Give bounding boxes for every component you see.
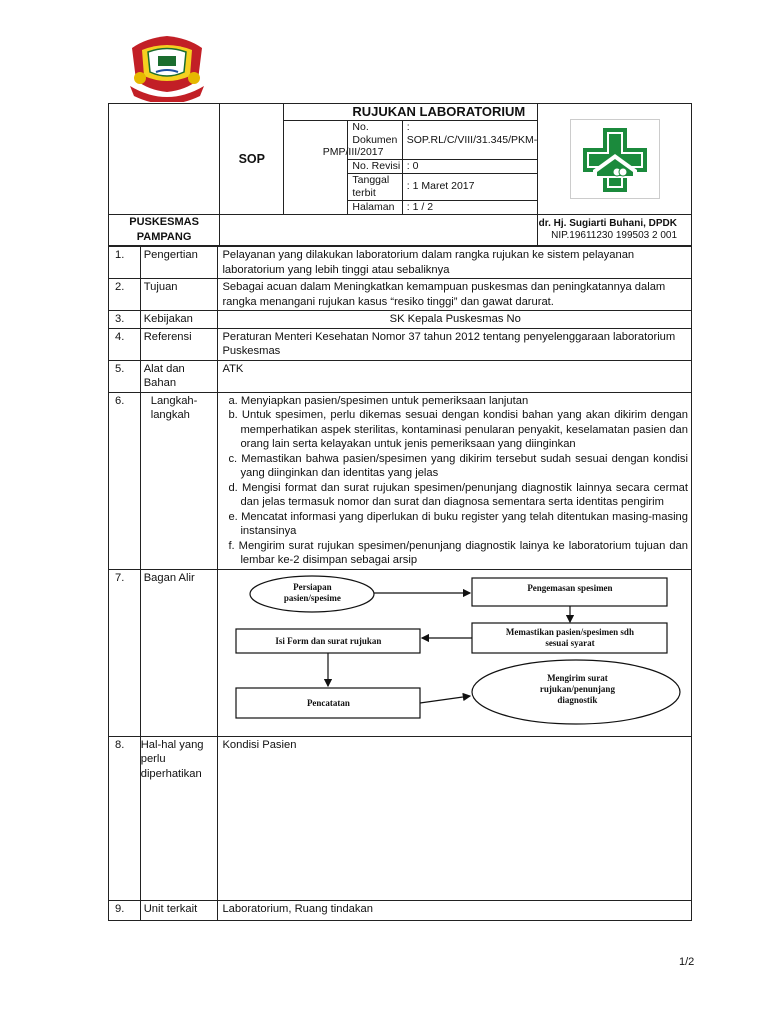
row-label: Pengertian (140, 247, 218, 279)
signer-cell (538, 214, 692, 245)
row-number: 5. (109, 360, 141, 392)
flow-node-memastikan-line2: sesuai syarat (545, 637, 595, 648)
row-content: Kondisi Pasien (218, 736, 692, 900)
flowchart-cell (218, 569, 692, 736)
row-number: 4. (109, 328, 141, 360)
step-item: d. Mengisi format dan surat rujukan spesimen/penunjang diagnostik lainnya secara cermat dan jelas termasuk nomor dan surat dan diagnosa sementara serta identitas pengirim (228, 481, 688, 508)
row-label: Kebijakan (140, 311, 218, 329)
row-bagan-alir (109, 569, 692, 736)
institution-line1: PUSKESMAS (129, 215, 199, 228)
flow-node-persiapan-line2: pasien/spesime (283, 592, 341, 603)
city-crest-logo (126, 28, 208, 102)
meta-label-tanggal: Tanggal terbit (348, 173, 402, 200)
row-unit-terkait (109, 900, 692, 920)
flow-arrow-5 (420, 696, 470, 703)
steps-list (218, 392, 692, 569)
flow-node-mengirim-line2: rujukan/penunjang (539, 683, 615, 694)
row-number: 2. (109, 279, 141, 311)
sop-content-table (108, 246, 692, 921)
meta-value-revisi: : 0 (402, 159, 537, 173)
meta-value-doc-line1: : SOP.RL/C/VIII/31.345/PKM- (406, 121, 538, 146)
signer-nip: NIP.19611230 199503 2 001 (551, 229, 677, 241)
step-item: b. Untuk spesimen, perlu dikemas sesuai dengan kondisi bahan yang akan dikirim dengan memperhatikan aspek sterilitas, kontaminasi penularan penyakit, keselamatan pasien dan orang lain serta kelayakan untuk jenis pemeriksaan yang diinginkan (228, 409, 688, 450)
step-item: c. Memastikan bahwa pasien/spesimen yang dikirim tersebut sudah sesuai dengan kondisi yang diinginkan dan identitas yang jelas (228, 452, 688, 479)
flow-node-memastikan (472, 627, 667, 649)
row-number: 8. (109, 736, 141, 900)
row-content: Sebagai acuan dalam Meningkatkan kemampuan puskesmas dan peningkatannya dalam rangka menangani rujukan kasus “resiko tinggi” dan gawat darurat. (218, 279, 692, 311)
row-referensi (109, 328, 692, 360)
health-logo-cell (538, 104, 692, 215)
row-label: Unit terkait (140, 900, 218, 920)
row-label: Bagan Alir (140, 569, 218, 736)
header-empty-cell (220, 214, 538, 245)
institution-cell (109, 214, 220, 245)
row-kebijakan (109, 311, 692, 329)
row-label: Tujuan (140, 279, 218, 311)
flow-node-mengirim-line3: diagnostik (557, 694, 598, 705)
flow-node-pengemasan: Pengemasan spesimen (527, 582, 613, 593)
signer-name: dr. Hj. Sugiarti Buhani, DPDK (538, 217, 677, 229)
meta-label-halaman: Halaman (348, 200, 402, 214)
row-label: Langkah-langkah (140, 392, 218, 569)
flow-node-isi-form: Isi Form dan surat rujukan (275, 635, 382, 646)
flow-node-memastikan-line1: Memastikan pasien/spesimen sdh (505, 626, 634, 637)
row-content: Pelayanan yang dilakukan laboratorium dalam rangka rujukan ke sistem pelayanan laboratorium yang lebih tinggi atau sebaliknya (218, 247, 692, 279)
flowchart (222, 570, 691, 736)
header-meta-cell (284, 104, 538, 215)
step-item: a. Menyiapkan pasien/spesimen untuk pemeriksaan lanjutan (228, 394, 529, 407)
row-number: 7. (109, 569, 141, 736)
step-item: e. Mencatat informasi yang diperlukan di buku register yang telah ditentukan masing-masing instansinya (228, 510, 688, 537)
meta-value-tanggal: : 1 Maret 2017 (402, 173, 537, 200)
document-header (108, 103, 692, 246)
row-number: 1. (109, 247, 141, 279)
institution-line2: PAMPANG (136, 230, 192, 243)
sop-label: SOP (238, 151, 265, 166)
sop-cell (220, 104, 284, 215)
document-meta (284, 121, 537, 214)
flow-node-persiapan-line1: Persiapan (293, 581, 332, 592)
document-title: RUJUKAN LABORATORIUM (284, 104, 537, 121)
row-content: SK Kepala Puskesmas No (218, 311, 692, 329)
row-label: Alat dan Bahan (140, 360, 218, 392)
row-number: 9. (109, 900, 141, 920)
flow-node-mengirim-line1: Mengirim surat (547, 672, 608, 683)
flow-node-pencatatan: Pencatatan (306, 697, 350, 708)
step-item: f. Mengirim surat rujukan spesimen/penunjang diagnostik lainya ke laboratorium tujuan dan lembar ke-2 disimpan sebagai arsip (228, 539, 688, 566)
flow-node-mengirim (492, 673, 662, 706)
page-number: 1/2 (679, 956, 695, 968)
row-hal-hal (109, 736, 692, 900)
row-tujuan (109, 279, 692, 311)
meta-label-doc: No. Dokumen (348, 121, 402, 159)
row-number: 3. (109, 311, 141, 329)
row-content: ATK (218, 360, 692, 392)
row-number: 6. (109, 392, 141, 569)
puskesmas-logo (570, 119, 660, 199)
row-alat-bahan (109, 360, 692, 392)
row-content: Laboratorium, Ruang tindakan (218, 900, 692, 920)
header-blank-cell (109, 104, 220, 215)
meta-label-revisi: No. Revisi (348, 159, 402, 173)
row-pengertian (109, 247, 692, 279)
row-label: Referensi (140, 328, 218, 360)
row-langkah (109, 392, 692, 569)
meta-value-doc-line2: PMP/III/2017 (322, 146, 384, 158)
meta-table (322, 121, 538, 214)
row-label: Hal-hal yang perlu diperhatikan (140, 736, 218, 900)
meta-value-halaman: : 1 / 2 (402, 200, 537, 214)
flow-node-persiapan (252, 582, 372, 604)
row-content: Peraturan Menteri Kesehatan Nomor 37 tahun 2012 tentang penyelenggaraan laboratorium Puskesmas (218, 328, 692, 360)
